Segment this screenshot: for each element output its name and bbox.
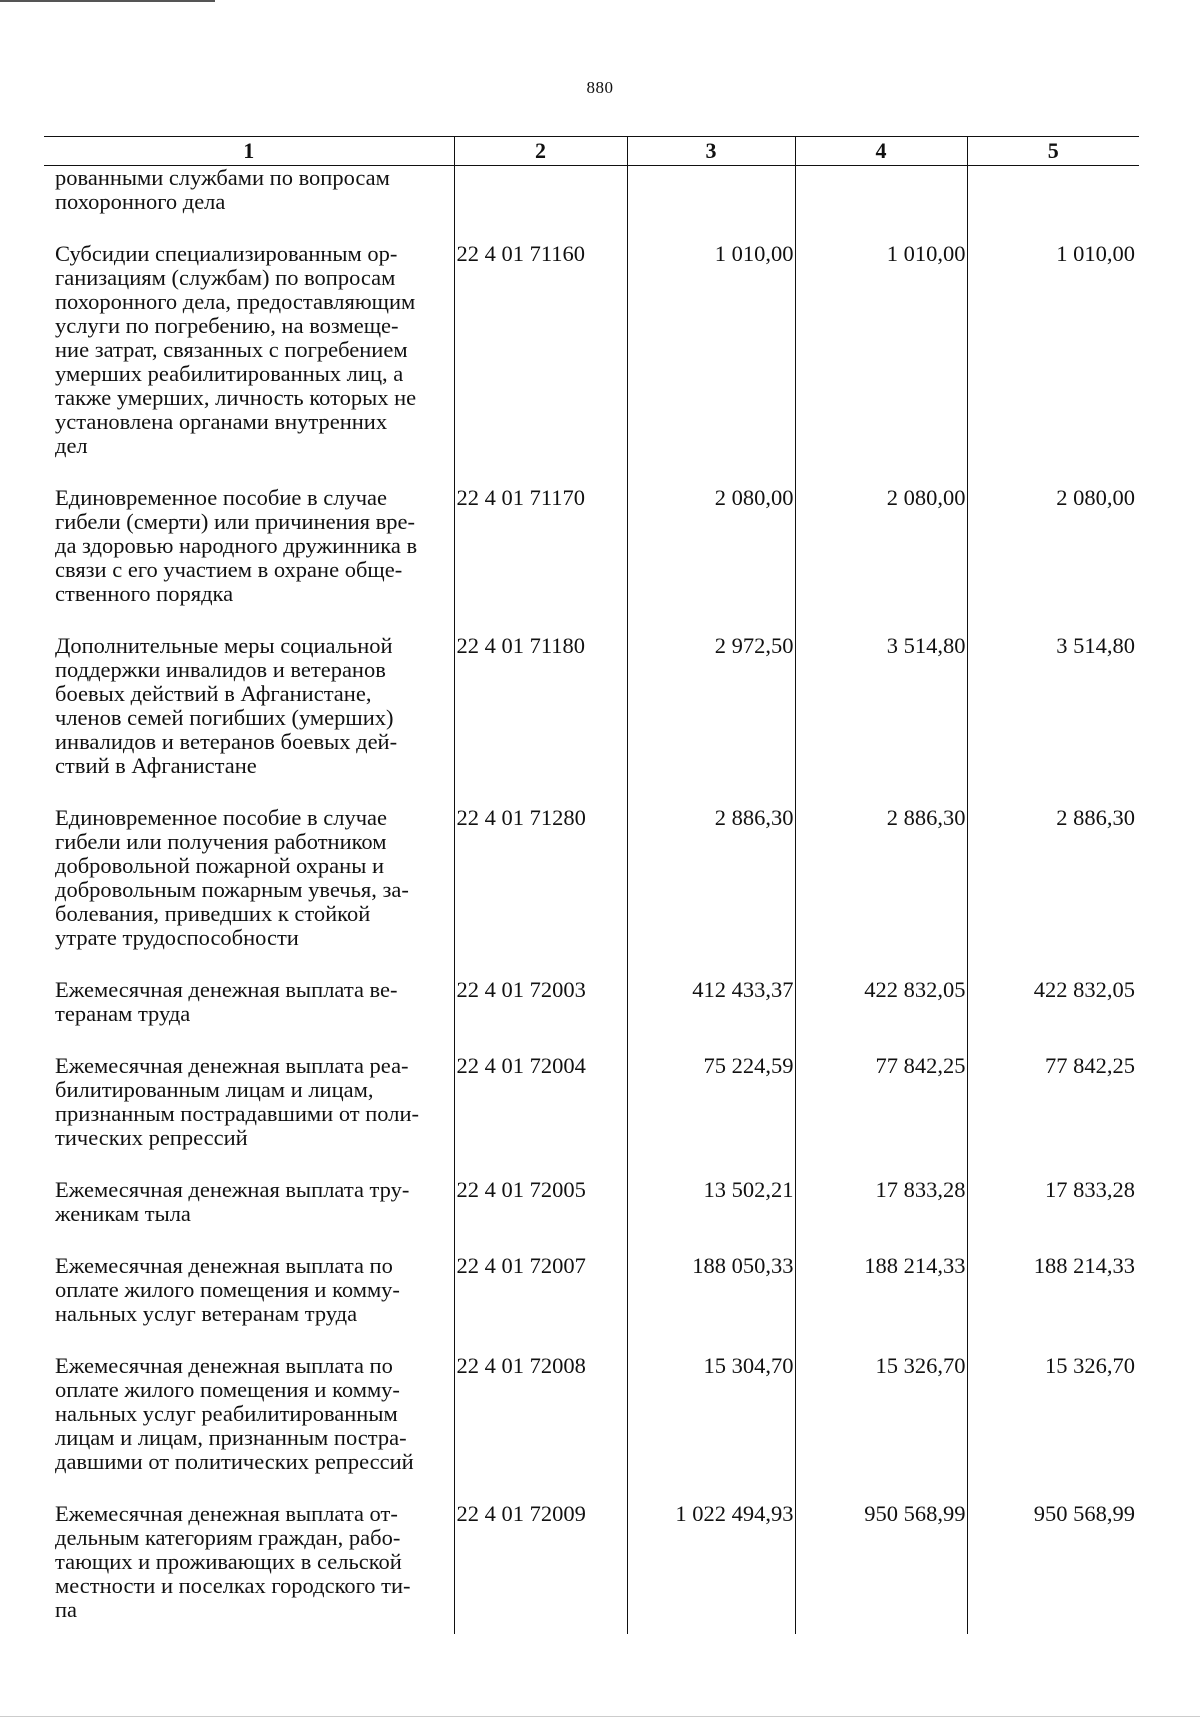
spacer-cell	[627, 950, 795, 978]
item-name-line: билитированным лицам и лицам,	[55, 1077, 374, 1102]
item-name-line: лицам и лицам, признанным постра-	[55, 1425, 407, 1450]
row-spacer	[44, 1150, 1139, 1178]
item-name-line: Единовременное пособие в случае	[55, 485, 388, 510]
value-col-3: 412 433,37	[627, 978, 795, 1026]
budget-code: 22 4 01 72003	[454, 978, 627, 1026]
budget-code: 22 4 01 72004	[454, 1054, 627, 1150]
budget-code: 22 4 01 72009	[454, 1502, 627, 1622]
table-row-continuation	[44, 166, 1139, 215]
value-col-4: 1 010,00	[795, 242, 967, 458]
budget-code: 22 4 01 71180	[454, 634, 627, 778]
item-name-line: Ежемесячная денежная выплата по	[55, 1253, 393, 1278]
value-col-3: 15 304,70	[627, 1354, 795, 1474]
item-name-line: нальных услуг реабилитированным	[55, 1401, 398, 1426]
item-name	[44, 806, 454, 950]
item-name-line: теранам труда	[55, 1001, 191, 1026]
item-name-line: тических репрессий	[55, 1125, 248, 1150]
table-body	[44, 166, 1139, 1635]
spacer-cell	[627, 606, 795, 634]
value-col-5: 950 568,99	[967, 1502, 1139, 1622]
item-name-line: добровольной пожарной охраны и	[55, 853, 384, 878]
item-name	[44, 978, 454, 1026]
table-row	[44, 1502, 1139, 1622]
value-col-5: 77 842,25	[967, 1054, 1139, 1150]
table-row	[44, 978, 1139, 1026]
item-name-line: также умерших, личность которых не	[55, 385, 417, 410]
budget-code: 22 4 01 71160	[454, 242, 627, 458]
value-col-4: 2 080,00	[795, 486, 967, 606]
spacer-cell	[454, 1474, 627, 1502]
page-number: 880	[586, 78, 614, 97]
value-col-4: 3 514,80	[795, 634, 967, 778]
row-spacer	[44, 458, 1139, 486]
row-spacer	[44, 1226, 1139, 1254]
spacer-cell	[44, 1326, 454, 1354]
item-name-line: да здоровью народного дружинника в	[55, 533, 418, 558]
spacer-cell	[454, 1026, 627, 1054]
spacer-cell	[627, 1150, 795, 1178]
spacer-cell	[454, 458, 627, 486]
table-row	[44, 1054, 1139, 1150]
column-header-2: 2	[454, 137, 627, 166]
value-col-3: 2 972,50	[627, 634, 795, 778]
table-row	[44, 1254, 1139, 1326]
value-col-5: 17 833,28	[967, 1178, 1139, 1226]
spacer-cell	[795, 214, 967, 242]
item-name-line: ние затрат, связанных с погребением	[55, 337, 408, 362]
spacer-cell	[44, 950, 454, 978]
item-name-line: местности и поселках городского ти-	[55, 1573, 411, 1598]
value-col-3	[627, 166, 795, 215]
spacer-cell	[967, 1026, 1139, 1054]
spacer-cell	[44, 1150, 454, 1178]
spacer-cell	[627, 1474, 795, 1502]
value-col-4: 15 326,70	[795, 1354, 967, 1474]
budget-code: 22 4 01 72005	[454, 1178, 627, 1226]
spacer-cell	[795, 1150, 967, 1178]
item-name-line: оплате жилого помещения и комму-	[55, 1277, 400, 1302]
value-col-4: 17 833,28	[795, 1178, 967, 1226]
budget-table	[44, 136, 1139, 1634]
spacer-cell	[44, 1026, 454, 1054]
spacer-cell	[454, 1326, 627, 1354]
header-row	[44, 137, 1139, 166]
tail-cell	[454, 1622, 627, 1634]
column-header-3: 3	[627, 137, 795, 166]
item-name-line: умерших реабилитированных лиц, а	[55, 361, 404, 386]
item-name-line: Субсидии специализированным ор-	[55, 241, 398, 266]
value-col-5: 15 326,70	[967, 1354, 1139, 1474]
spacer-cell	[627, 778, 795, 806]
column-header-4: 4	[795, 137, 967, 166]
budget-code: 22 4 01 72007	[454, 1254, 627, 1326]
value-col-5: 188 214,33	[967, 1254, 1139, 1326]
value-col-4: 188 214,33	[795, 1254, 967, 1326]
tail-cell	[44, 1622, 454, 1634]
spacer-cell	[795, 1326, 967, 1354]
item-name-line: гибели или получения работником	[55, 829, 387, 854]
spacer-cell	[967, 1226, 1139, 1254]
tail-cell	[795, 1622, 967, 1634]
scan-edge-line	[0, 0, 215, 2]
value-col-4: 950 568,99	[795, 1502, 967, 1622]
spacer-cell	[44, 214, 454, 242]
item-name-line: дельным категориям граждан, рабо-	[55, 1525, 401, 1550]
item-name-line: женикам тыла	[55, 1201, 191, 1226]
row-spacer	[44, 778, 1139, 806]
item-name-line: ствий в Афганистане	[55, 753, 257, 778]
spacer-cell	[795, 1474, 967, 1502]
item-name-line: Ежемесячная денежная выплата от-	[55, 1501, 398, 1526]
spacer-cell	[795, 950, 967, 978]
spacer-cell	[627, 458, 795, 486]
tail-cell	[627, 1622, 795, 1634]
item-name-line: рованными службами по вопросам	[55, 165, 390, 190]
item-name-line: боевых действий в Афганистане,	[55, 681, 372, 706]
item-name-line: Дополнительные меры социальной	[55, 633, 393, 658]
item-name	[44, 1054, 454, 1150]
budget-code: 22 4 01 72008	[454, 1354, 627, 1474]
table-row	[44, 1354, 1139, 1474]
value-col-3: 13 502,21	[627, 1178, 795, 1226]
item-name	[44, 1354, 454, 1474]
spacer-cell	[967, 214, 1139, 242]
value-col-3: 1 010,00	[627, 242, 795, 458]
value-col-3: 188 050,33	[627, 1254, 795, 1326]
budget-code: 22 4 01 71170	[454, 486, 627, 606]
spacer-cell	[795, 458, 967, 486]
spacer-cell	[627, 214, 795, 242]
budget-code	[454, 166, 627, 215]
table-row	[44, 486, 1139, 606]
item-name-line: Ежемесячная денежная выплата по	[55, 1353, 393, 1378]
item-name-line: признанным пострадавшими от поли-	[55, 1101, 419, 1126]
item-name	[44, 1178, 454, 1226]
table-header	[44, 137, 1139, 166]
spacer-cell	[454, 1226, 627, 1254]
row-spacer	[44, 1326, 1139, 1354]
spacer-cell	[795, 606, 967, 634]
item-name-line: установлена органами внутренних	[55, 409, 388, 434]
item-name	[44, 242, 454, 458]
item-name-line: поддержки инвалидов и ветеранов	[55, 657, 386, 682]
value-col-5: 1 010,00	[967, 242, 1139, 458]
value-col-4: 77 842,25	[795, 1054, 967, 1150]
table-row	[44, 1178, 1139, 1226]
item-name-line: добровольным пожарным увечья, за-	[55, 877, 409, 902]
value-col-5: 3 514,80	[967, 634, 1139, 778]
tail-cell	[967, 1622, 1139, 1634]
spacer-cell	[454, 1150, 627, 1178]
item-name-line: связи с его участием в охране обще-	[55, 557, 403, 582]
item-name-line: давшими от политических репрессий	[55, 1449, 414, 1474]
row-spacer	[44, 606, 1139, 634]
item-name-line: Ежемесячная денежная выплата тру-	[55, 1177, 410, 1202]
spacer-cell	[454, 214, 627, 242]
row-spacer	[44, 1026, 1139, 1054]
column-header-1: 1	[44, 137, 454, 166]
item-name-line: тающих и проживающих в сельской	[55, 1549, 402, 1574]
table-row	[44, 242, 1139, 458]
spacer-cell	[627, 1226, 795, 1254]
value-col-3: 2 080,00	[627, 486, 795, 606]
row-spacer	[44, 950, 1139, 978]
spacer-cell	[967, 950, 1139, 978]
spacer-cell	[454, 778, 627, 806]
value-col-5	[967, 166, 1139, 215]
item-name-line: Ежемесячная денежная выплата ве-	[55, 977, 398, 1002]
item-name-line: ганизациям (службам) по вопросам	[55, 265, 396, 290]
item-name-line: Ежемесячная денежная выплата реа-	[55, 1053, 409, 1078]
spacer-cell	[967, 1326, 1139, 1354]
budget-code: 22 4 01 71280	[454, 806, 627, 950]
item-name	[44, 486, 454, 606]
item-name	[44, 166, 454, 215]
item-name-line: услуги по погребению, на возмеще-	[55, 313, 399, 338]
spacer-cell	[967, 458, 1139, 486]
spacer-cell	[795, 1026, 967, 1054]
row-tail	[44, 1622, 1139, 1634]
item-name-line: похоронного дела	[55, 189, 226, 214]
row-spacer	[44, 214, 1139, 242]
item-name-line: гибели (смерти) или причинения вре-	[55, 509, 416, 534]
spacer-cell	[44, 778, 454, 806]
item-name	[44, 1254, 454, 1326]
value-col-4: 2 886,30	[795, 806, 967, 950]
item-name-line: болевания, приведших к стойкой	[55, 901, 371, 926]
item-name-line: похоронного дела, предоставляющим	[55, 289, 416, 314]
item-name-line: утрате трудоспособности	[55, 925, 299, 950]
row-spacer	[44, 1474, 1139, 1502]
value-col-5: 2 080,00	[967, 486, 1139, 606]
item-name-line: дел	[55, 433, 88, 458]
scan-edge-bottom	[0, 1716, 1200, 1717]
spacer-cell	[967, 778, 1139, 806]
item-name-line: ственного порядка	[55, 581, 234, 606]
spacer-cell	[44, 1226, 454, 1254]
item-name-line: Единовременное пособие в случае	[55, 805, 388, 830]
spacer-cell	[454, 950, 627, 978]
spacer-cell	[627, 1326, 795, 1354]
spacer-cell	[967, 606, 1139, 634]
spacer-cell	[454, 606, 627, 634]
item-name-line: па	[55, 1597, 78, 1622]
spacer-cell	[795, 778, 967, 806]
table-row	[44, 806, 1139, 950]
item-name-line: нальных услуг ветеранам труда	[55, 1301, 358, 1326]
table-row	[44, 634, 1139, 778]
item-name-line: оплате жилого помещения и комму-	[55, 1377, 400, 1402]
value-col-3: 2 886,30	[627, 806, 795, 950]
column-header-5: 5	[967, 137, 1139, 166]
spacer-cell	[795, 1226, 967, 1254]
value-col-5: 422 832,05	[967, 978, 1139, 1026]
value-col-3: 1 022 494,93	[627, 1502, 795, 1622]
spacer-cell	[44, 1474, 454, 1502]
value-col-4	[795, 166, 967, 215]
spacer-cell	[967, 1150, 1139, 1178]
spacer-cell	[44, 458, 454, 486]
spacer-cell	[967, 1474, 1139, 1502]
item-name-line: членов семей погибших (умерших)	[55, 705, 394, 730]
spacer-cell	[627, 1026, 795, 1054]
item-name	[44, 1502, 454, 1622]
item-name	[44, 634, 454, 778]
item-name-line: инвалидов и ветеранов боевых дей-	[55, 729, 398, 754]
value-col-3: 75 224,59	[627, 1054, 795, 1150]
spacer-cell	[44, 606, 454, 634]
value-col-5: 2 886,30	[967, 806, 1139, 950]
value-col-4: 422 832,05	[795, 978, 967, 1026]
